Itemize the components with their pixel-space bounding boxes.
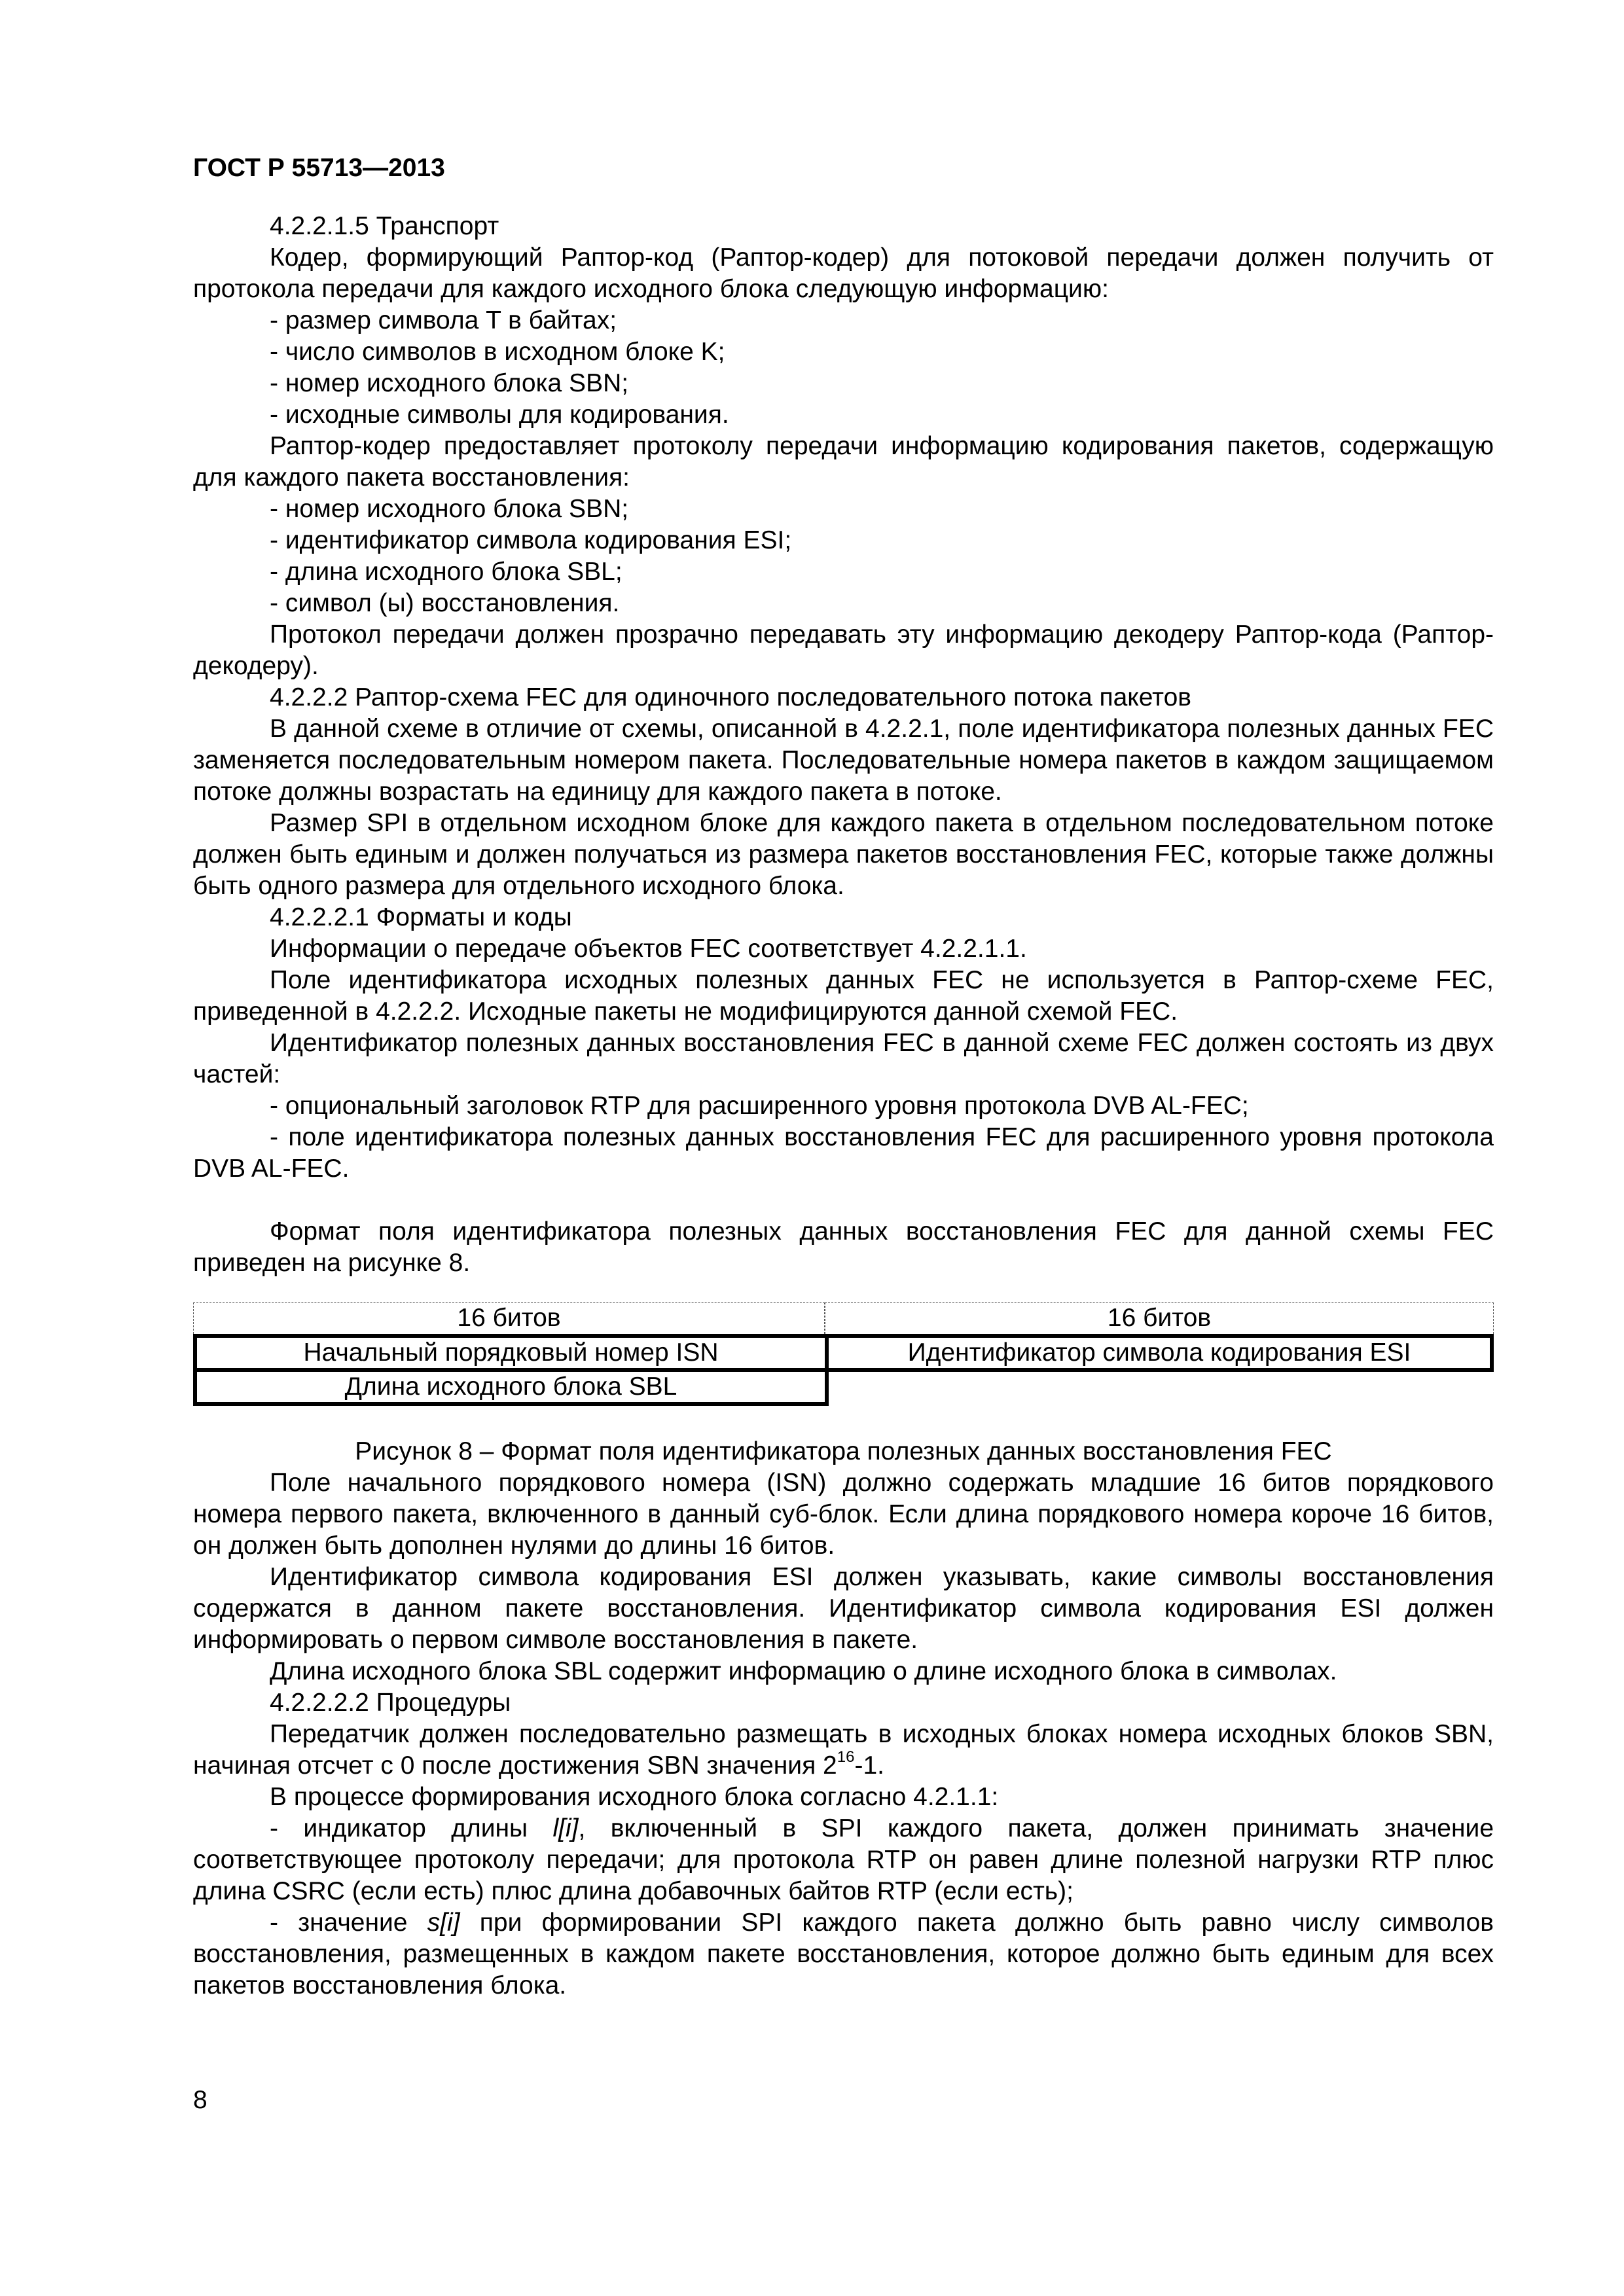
paragraph: Раптор-кодер предоставляет протоколу передачи информацию кодирования пакетов, содержащую для каждого пакета восстановления: — [193, 432, 1494, 492]
paragraph: Длина исходного блока SBL содержит информацию о длине исходного блока в символах. — [270, 1657, 1337, 1685]
list-item: - номер исходного блока SBN; — [270, 495, 629, 523]
figure-8-field-format — [193, 1302, 1494, 1410]
list-item: - число символов в исходном блоке K; — [270, 338, 725, 366]
figure-field-isn: Начальный порядковый номер ISN — [193, 1334, 829, 1372]
list-item: - опциональный заголовок RTP для расширенного уровня протокола DVB AL-FEC; — [270, 1092, 1249, 1120]
si-before: - значение — [270, 1909, 427, 1937]
figure-field-sbl: Длина исходного блока SBL — [193, 1368, 829, 1406]
paragraph: Информации о передаче объектов FEC соответствует 4.2.2.1.1. — [270, 935, 1027, 963]
heading-4-2-2-2-1: 4.2.2.2.1 Форматы и коды — [270, 903, 572, 931]
list-item: - исходные символы для кодирования. — [270, 401, 729, 429]
list-item: - поле идентификатора полезных данных восстановления FEC для расширенного уровня протокола DVB AL-FEC. — [193, 1123, 1494, 1183]
figure-field-esi: Идентификатор символа кодирования ESI — [825, 1334, 1494, 1372]
li-before: - индикатор длины — [270, 1814, 553, 1842]
paragraph: Кодер, формирующий Раптор-код (Раптор-кодер) для потоковой передачи должен получить от протокола передачи для каждого исходного блока следующую информацию: — [193, 243, 1494, 303]
paragraph-sbn — [193, 1719, 1494, 1782]
figure-col1-header: 16 битов — [193, 1302, 825, 1334]
list-item-length-indicator — [193, 1813, 1494, 1907]
paragraph: Идентификатор символа кодирования ESI должен указывать, какие символы восстановления содержатся в данном пакете восстановления. Идентификатор символа кодирования ESI должен информировать о первом символе восстановления в пакете. — [193, 1563, 1494, 1654]
paragraph-figure-reference: Формат поля идентификатора полезных данных восстановления FEC для данной схемы FEC приведен на рисунке 8. — [193, 1217, 1494, 1277]
paragraph: Размер SPI в отдельном исходном блоке для каждого пакета в отдельном последовательном потоке должен быть единым и должен получаться из размера пакетов восстановления FEC, которые также должны быть одного размера для отдельного исходного блока. — [193, 809, 1494, 900]
heading-4-2-2-1-5: 4.2.2.1.5 Транспорт — [270, 212, 499, 240]
body-text — [193, 211, 1494, 2001]
document-header: ГОСТ Р 55713—2013 — [193, 154, 445, 182]
paragraph: В данной схеме в отличие от схемы, описанной в 4.2.2.1, поле идентификатора полезных данных FEC заменяется последовательным номером пакета. Последовательные номера пакетов в каждом защищаемом потоке должны возрастать на единицу для каждого пакета в потоке. — [193, 715, 1494, 806]
paragraph: Идентификатор полезных данных восстановления FEC в данной схеме FEC должен состоять из двух частей: — [193, 1029, 1494, 1088]
heading-4-2-2-2: 4.2.2.2 Раптор-схема FEC для одиночного последовательного потока пакетов — [270, 683, 1192, 711]
page-number: 8 — [193, 2086, 208, 2114]
li-after: , включенный в SPI каждого пакета, должен принимать значение соответствующее протоколу передачи; для протокола RTP он равен длине полезной нагрузки RTP плюс длина CSRC (если есть) плюс длина добавочных байтов RTP (если есть); — [193, 1814, 1494, 1905]
heading-4-2-2-2-2: 4.2.2.2.2 Процедуры — [270, 1689, 511, 1717]
list-item: - идентификатор символа кодирования ESI; — [270, 526, 792, 554]
list-item: - длина исходного блока SBL; — [270, 558, 623, 586]
li-variable: l[i] — [552, 1814, 579, 1842]
figure-caption: Рисунок 8 – Формат поля идентификатора полезных данных восстановления FEC — [355, 1437, 1332, 1465]
figure-col2-header: 16 битов — [825, 1302, 1494, 1334]
list-item: - номер исходного блока SBN; — [270, 369, 629, 397]
list-item: - размер символа T в байтах; — [270, 306, 617, 334]
paragraph: Протокол передачи должен прозрачно передавать эту информацию декодеру Раптор-кода (Раптор-декодеру). — [193, 620, 1494, 680]
paragraph: В процессе формирования исходного блока согласно 4.2.1.1: — [270, 1783, 999, 1811]
list-item: - символ (ы) восстановления. — [270, 589, 620, 617]
sbn-suffix: -1. — [854, 1751, 884, 1780]
list-item-symbol-count — [193, 1907, 1494, 2001]
sbn-text: Передатчик должен последовательно размещать в исходных блоках номера исходных блоков SBN, начиная отсчет с 0 после достижения SBN значения 2 — [193, 1720, 1494, 1780]
sbn-exponent: 16 — [837, 1748, 855, 1766]
paragraph: Поле начального порядкового номера (ISN) должно содержать младшие 16 битов порядкового номера первого пакета, включенного в данный суб-блок. Если длина порядкового номера короче 16 битов, он должен быть дополнен нулями до длины 16 битов. — [193, 1469, 1494, 1560]
si-after: при формировании SPI каждого пакета должно быть равно числу символов восстановления, размещенных в каждом пакете восстановления, которое должно быть единым для всех пакетов восстановления блока. — [193, 1909, 1494, 2000]
paragraph: Поле идентификатора исходных полезных данных FEC не используется в Раптор-схеме FEC, приведенной в 4.2.2.2. Исходные пакеты не модифицируются данной схемой FEC. — [193, 966, 1494, 1026]
si-variable: s[i] — [427, 1909, 460, 1937]
